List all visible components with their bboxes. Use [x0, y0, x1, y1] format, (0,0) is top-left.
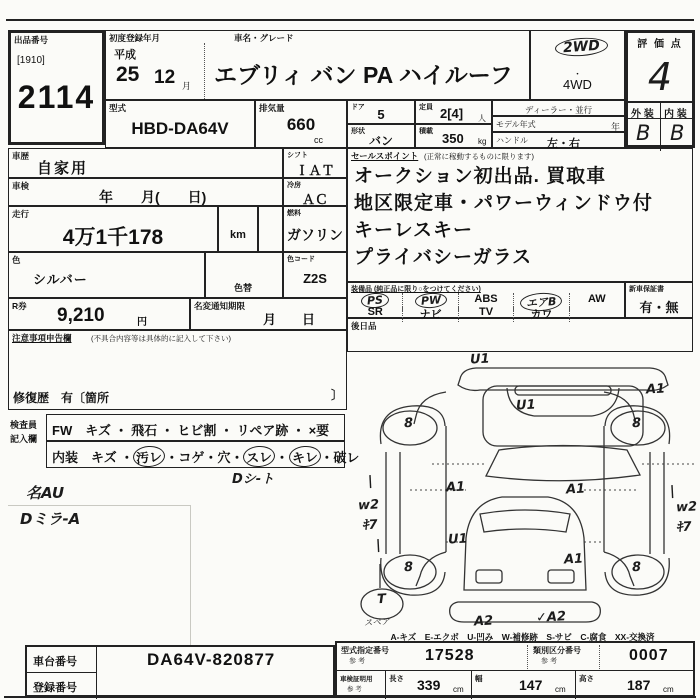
equipment-item-label: SR [367, 306, 383, 318]
handle-value: 左・右 [547, 138, 580, 150]
exterior-label: 外 装 [631, 109, 654, 120]
height-label: 高さ [579, 674, 594, 683]
faint-line-h [8, 505, 190, 506]
drivetrain-4wd: 4WD [563, 77, 592, 92]
damage-mark: | [669, 483, 676, 500]
registration-number-label-cell [27, 673, 97, 699]
shape-value: バン [368, 134, 393, 148]
damage-mark: 8 [631, 559, 642, 576]
interior-damage-item: ・ [165, 450, 179, 465]
sales-point-line: オークション初出品. 買取車 [354, 166, 607, 187]
color-code-label: 色コード [287, 256, 315, 263]
color-cell [8, 252, 205, 298]
damage-mark: U1 [447, 531, 468, 548]
damage-legend: A-キズ E-エクボ U-凹み W-補修跡 S-サビ C-腐食 XX-交換済 [390, 632, 655, 642]
model-label: 型式 [109, 103, 127, 113]
equipment-item-label: PS [361, 292, 390, 309]
registration-number-label: 登録番号 [33, 682, 77, 694]
notes-box [8, 330, 347, 410]
height-unit: cm [663, 685, 674, 694]
damage-mark: A1 [565, 481, 586, 498]
damage-mark: | [375, 537, 382, 554]
class-number: 0007 [629, 647, 669, 664]
interior-damage-item: 汚レ [133, 445, 166, 468]
fuel-cell [283, 206, 347, 252]
inspector-hand-note: Dシ-ト [232, 472, 275, 487]
length-unit: cm [453, 685, 464, 694]
first-registration-label: 初度登録年月 [109, 33, 161, 43]
damage-mark: 8 [403, 559, 414, 576]
model-code: HBD-DA64V [131, 119, 229, 138]
chassis-table [25, 645, 335, 697]
equipment-box [347, 282, 625, 321]
r-ticket-unit: 円 [137, 317, 147, 328]
month-unit: 月 [182, 81, 192, 91]
later-items-label: 後日品 [351, 321, 377, 331]
width-label: 幅 [475, 674, 483, 683]
spec-number-row [337, 643, 693, 671]
interior-damage-item: ・ [275, 450, 289, 465]
fuel-value: ガソリン [287, 227, 343, 243]
cert-sub: 参 考 [347, 686, 362, 693]
damage-mark: w2 [357, 497, 380, 514]
color-code-cell [283, 252, 347, 298]
damage-mark: T [376, 591, 387, 608]
inspection-label: 車検 [12, 181, 30, 191]
interior-grade: B [670, 121, 685, 145]
damage-mark: ✓A2 [535, 609, 567, 626]
shift-cell [283, 148, 347, 178]
spec-number-table [335, 641, 695, 697]
sales-points-box [347, 148, 693, 282]
interior-damage-item: 破レ [333, 450, 360, 465]
r-ticket-value: 9,210 [57, 305, 105, 326]
interior-damage-row [52, 446, 359, 467]
equipment-label: 装備品 (純正品に限り○をつけてください) [351, 286, 481, 293]
door-label: ドア [351, 104, 365, 111]
mileage-unit: km [230, 229, 246, 241]
length-value: 339 [417, 677, 441, 693]
equipment-item-label: カワ [530, 309, 553, 321]
damage-mark: ｷ7 [675, 519, 693, 536]
auction-number: 2114 [17, 79, 96, 115]
r-ticket-cell [8, 298, 190, 330]
sales-point-line: 地区限定車・パワーウィンドウ付 [354, 193, 653, 214]
mileage-cell [8, 206, 218, 252]
notes-sub-label: (不具合内容等は具体的に記入して下さい) [91, 334, 231, 343]
displacement-unit: cc [314, 135, 323, 145]
car-name: エブリィ バン PA ハイルーフ [214, 62, 513, 88]
width-value: 147 [519, 677, 543, 693]
divider [660, 101, 661, 151]
drivetrain-2wd: 2WD [554, 36, 608, 58]
model-code-cell [105, 100, 255, 148]
height-value: 187 [627, 677, 651, 693]
damage-mark: | [367, 473, 374, 490]
mileage-unit-cell [218, 206, 258, 252]
interior-damage-item: ・ [320, 450, 334, 465]
displacement-value: 660 [286, 115, 316, 134]
capacity-label: 定員 [419, 104, 433, 111]
history-label: 車歴 [12, 151, 30, 161]
damage-mark: U1 [515, 397, 536, 414]
capacity-value: 2[4] [440, 106, 464, 121]
cert-label: 車検証明用 [340, 676, 373, 683]
sales-points-label: セールスポイント [351, 151, 419, 161]
type-number-sub: 参 考 [349, 658, 365, 665]
damage-mark: U1 [469, 351, 490, 368]
chassis-label-cell [27, 647, 97, 673]
class-number-sub: 参 考 [541, 658, 557, 665]
damage-mark: w2 [675, 499, 698, 516]
fw-damage-row: FW キズ ・ 飛石 ・ ヒビ割 ・ リペア跡 ・ ×要 [52, 423, 330, 438]
shape-cell [347, 124, 415, 148]
shift-value: ＩＡＴ [295, 163, 335, 178]
exterior-grade: B [636, 121, 651, 145]
color-label: 色 [12, 255, 21, 265]
load-unit: kg [478, 137, 487, 146]
interior-damage-item: ・ [204, 450, 218, 465]
equipment-item-label: PW [414, 292, 447, 309]
dealer-label: ディーラー・並行 [524, 105, 593, 115]
color-code-value: Z2S [303, 271, 327, 286]
load-label: 積載 [419, 128, 433, 135]
evaluation-score: 4 [647, 55, 673, 99]
damage-marks-layer [350, 352, 700, 632]
sales-points-lines [354, 163, 653, 271]
equipment-item-label: ABS [474, 293, 498, 305]
r-ticket-label: R券 [12, 301, 27, 311]
displacement-label: 排気量 [259, 103, 285, 113]
shape-label: 形状 [351, 128, 365, 135]
type-number: 17528 [425, 647, 475, 664]
dimension-row [337, 671, 693, 699]
chassis-label: 車台番号 [33, 656, 77, 668]
aircon-label: 冷房 [287, 182, 301, 189]
fuel-label: 燃料 [287, 210, 301, 217]
era-label: 平成 [114, 49, 136, 61]
door-count: 5 [377, 107, 385, 122]
drivetrain-dot: ・ [572, 69, 582, 79]
auction-number-box [8, 30, 105, 145]
interior-damage-item: コゲ [178, 450, 205, 465]
damage-mark: A1 [645, 381, 666, 398]
inspector-label-2: 記入欄 [10, 434, 38, 444]
door-cell [347, 100, 415, 124]
damage-mark: A1 [445, 479, 466, 496]
car-name-label: 車名・グレード [234, 33, 294, 43]
class-number-label: 類別区分番号 [533, 646, 581, 655]
warranty-value: 有・無 [639, 300, 679, 315]
inspector-label-1: 検査員 [10, 420, 38, 430]
handwritten-note: 名AU [26, 484, 65, 502]
equipment-item-label: AW [587, 293, 606, 305]
repair-history-label: 修復歴 有〔箇所 [13, 391, 110, 405]
interior-damage-item: キレ [288, 445, 321, 468]
width-unit: cm [555, 685, 566, 694]
registration-name-box [105, 30, 530, 100]
load-value: 350 [442, 131, 464, 146]
aircon-cell [283, 178, 347, 206]
recolor-cell [205, 252, 283, 298]
handle-label: ハンドル [496, 136, 528, 145]
warranty-box [625, 282, 693, 318]
load-cell [415, 124, 492, 148]
displacement-cell [255, 100, 347, 148]
capacity-unit: 人 [478, 114, 486, 123]
interior-damage-item: 内装 キズ [52, 450, 121, 465]
damage-mark: ｷ7 [361, 517, 379, 534]
evaluation-label: 評 価 点 [637, 39, 683, 50]
inspection-cell [8, 178, 283, 206]
equipment-item-label: ナビ [419, 309, 442, 321]
mileage-value: 4万1千178 [62, 226, 164, 249]
interior-damage-item: ・ [120, 450, 134, 465]
interior-label: 内 装 [664, 109, 687, 120]
registration-year: 25 [116, 63, 140, 86]
shift-label: シフト [287, 152, 308, 159]
notes-label: 注意事項申告欄 [12, 333, 72, 343]
interior-damage-item: スレ [243, 445, 276, 468]
aircon-value: ＡＣ [301, 192, 328, 207]
interior-damage-item: 穴 [217, 450, 231, 465]
inspector-fw-row [46, 414, 345, 441]
chassis-number: DA64V-820877 [147, 650, 276, 669]
damage-mark: A2 [473, 613, 494, 630]
sales-point-line: キーレスキー [354, 220, 474, 241]
divider [204, 43, 205, 99]
capacity-cell [415, 100, 492, 124]
equipment-item-label: エアB [520, 292, 564, 313]
evaluation-box [625, 30, 695, 148]
faint-line-v [190, 505, 191, 645]
interior-damage-item: ・ [230, 450, 244, 465]
later-items-box [347, 318, 693, 352]
dealer-cell [492, 100, 625, 116]
handwritten-note: Dミラ-A [20, 510, 81, 528]
inspection-value: 年 月( 日) [99, 189, 207, 205]
color-value: シルバー [33, 272, 88, 287]
handle-cell [492, 132, 625, 148]
mileage-label: 走行 [12, 209, 30, 219]
auction-number-label: 出品番号 [14, 35, 49, 45]
damage-mark: スペア [363, 617, 390, 629]
vehicle-damage-diagram [350, 352, 700, 632]
name-change-value: 月 日 [263, 312, 316, 327]
inspector-interior-row [46, 441, 360, 468]
recolor-label: 色替 [234, 283, 253, 293]
damage-mark: 8 [403, 415, 414, 432]
name-change-cell [190, 298, 347, 330]
sales-point-line: プライバシーガラス [354, 247, 533, 268]
history-value: 自家用 [37, 160, 89, 177]
name-change-label: 名変通知期限 [194, 301, 246, 311]
model-year-unit: 年 [611, 122, 621, 132]
auction-lane-code: [1910] [17, 55, 45, 66]
warranty-label: 新車保証書 [629, 286, 664, 293]
model-year-label: モデル年式 [496, 120, 536, 129]
repair-history-close: 〕 [331, 388, 344, 402]
equipment-item-label: TV [478, 306, 494, 318]
damage-mark: A1 [563, 551, 584, 568]
sales-points-sub-label: (正常に稼動するものに限ります) [424, 152, 534, 161]
history-cell [8, 148, 283, 178]
damage-mark: 8 [631, 415, 642, 432]
registration-month: 12 [154, 67, 176, 88]
scan-edge-top [6, 19, 694, 21]
drivetrain-box [530, 30, 625, 100]
length-label: 長さ [389, 674, 404, 683]
model-year-cell [492, 116, 625, 132]
type-number-label: 型式指定番号 [341, 646, 389, 655]
empty-cell [258, 206, 283, 252]
